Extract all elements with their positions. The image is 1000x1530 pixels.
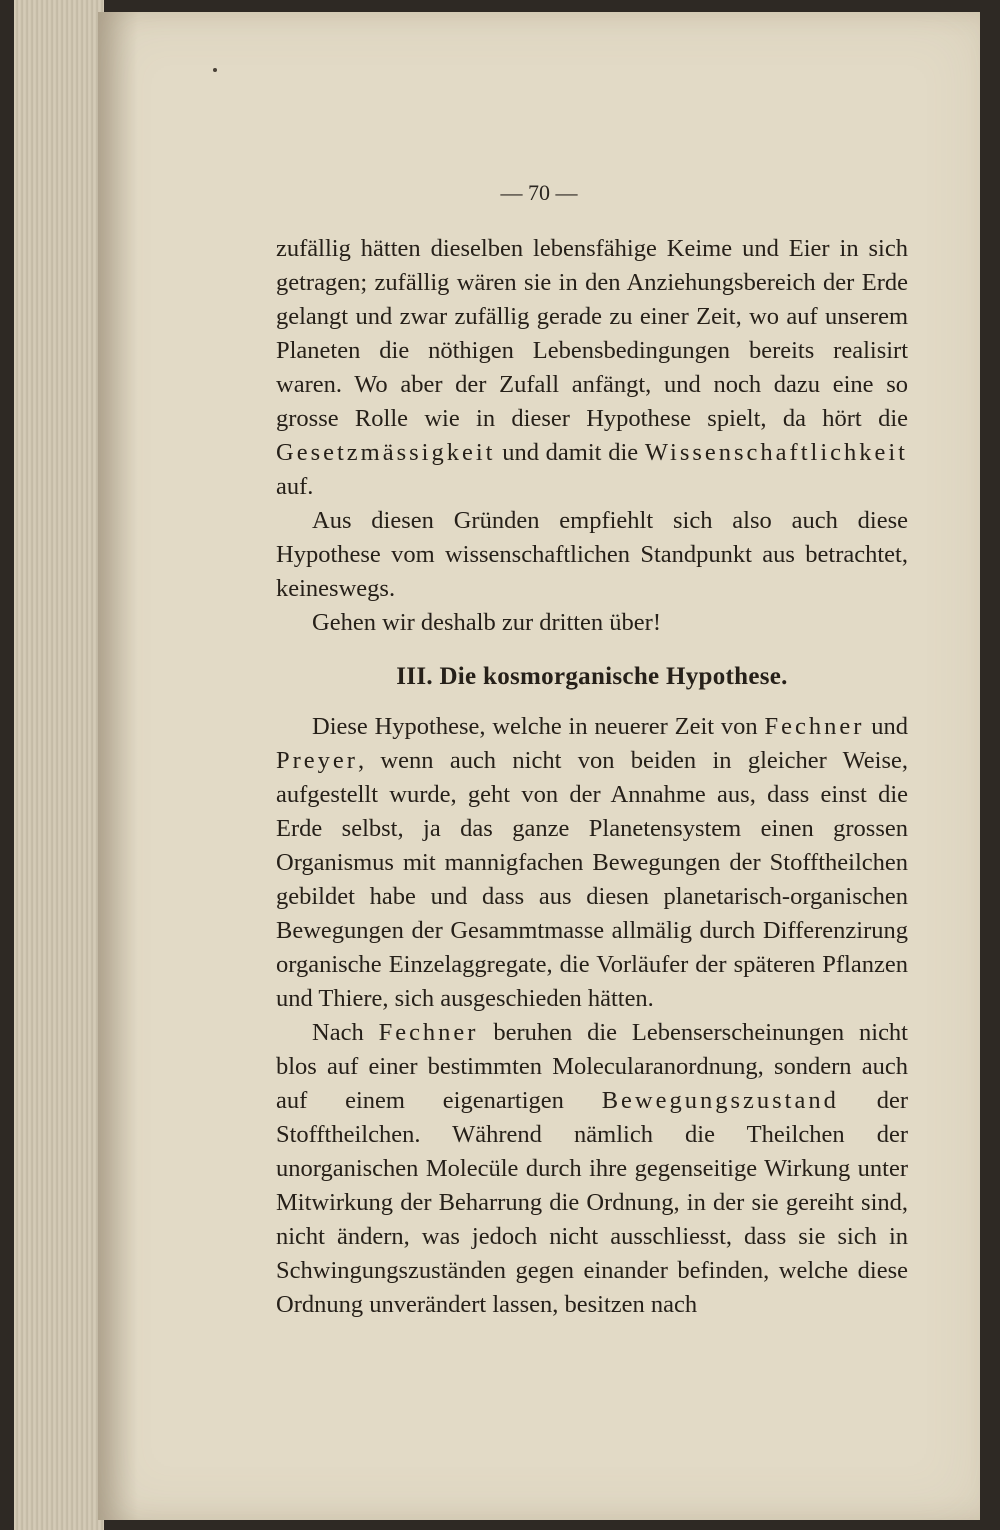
- text-run: der Stofftheilchen. Während nämlich die Theilchen der unorganischen Molecüle durch ihre gegenseitige Wirkung unter Mitwirkung der Beharrung die Ordnung, in der sie gereiht sind, nicht ändern, was jedoch nicht ausschliesst, dass sie sich in Schwingungszuständen gegen einander befinden, welche diese Ordnung unverändert lassen, besitzen nach: [276, 1087, 908, 1318]
- ink-speck: [213, 68, 217, 72]
- emphasized-term: Gesetzmässigkeit: [276, 439, 496, 466]
- text-run: auf.: [276, 473, 314, 500]
- text-run: und: [871, 713, 909, 740]
- spine-shadow: [98, 12, 138, 1520]
- author-name: Preyer: [276, 747, 358, 774]
- text-run: und damit die: [502, 439, 639, 466]
- emphasized-term: Bewegungszustand: [601, 1087, 839, 1114]
- book-page: [98, 12, 980, 1520]
- paragraph-5: [276, 1016, 908, 1322]
- page-number: — 70 —: [500, 180, 578, 205]
- page-edges: [14, 0, 104, 1530]
- author-name: Fechner: [764, 713, 865, 740]
- text-run: , wenn auch nicht von beiden in gleicher Weise, aufgestellt wurde, geht von der Annahme aus, dass einst die Erde selbst, ja das ganze Planetensystem einen grossen Organismus mit mannigfachen Bewegungen der Stofftheilchen gebildet habe und dass aus diesen planetarisch-organischen Bewegungen der Gesammtmasse allmälig durch Differenzirung organische Einzelaggregate, die Vorläufer der späteren Pflanzen und Thiere, sich ausgeschieden hätten.: [276, 747, 908, 1012]
- text-run: Diese Hypothese, welche in neuerer Zeit von: [312, 713, 758, 740]
- text-run: Nach: [312, 1019, 364, 1046]
- paragraph-1: [276, 232, 908, 504]
- text-run: beruhen die Lebenserscheinungen nicht blos auf einer bestimmten Molecularanordnung, sondern auch auf einem eigenartigen: [276, 1019, 908, 1114]
- section-heading: III. Die kosmorganische Hypothese.: [396, 663, 788, 690]
- paragraph-3: Gehen wir deshalb zur dritten über!: [312, 609, 661, 636]
- author-name: Fechner: [378, 1019, 479, 1046]
- body-text: [276, 232, 908, 1322]
- paragraph-4: [276, 710, 908, 1016]
- emphasized-term: Wissenschaftlichkeit: [644, 439, 908, 466]
- text-run: zufällig hätten dieselben lebensfähige Keime und Eier in sich getragen; zufällig wären sie in den Anziehungsbereich der Erde gelangt und zwar zufällig gerade zu einer Zeit, wo auf unserem Planeten die nöthigen Lebensbedingungen bereits realisirt waren. Wo aber der Zufall anfängt, und noch dazu eine so grosse Rolle wie in dieser Hypothese spielt, da hört die: [276, 235, 908, 432]
- paragraph-2: Aus diesen Gründen empfiehlt sich also auch diese Hypothese vom wissenschaftlichen Standpunkt aus betrachtet, keineswegs.: [276, 507, 908, 602]
